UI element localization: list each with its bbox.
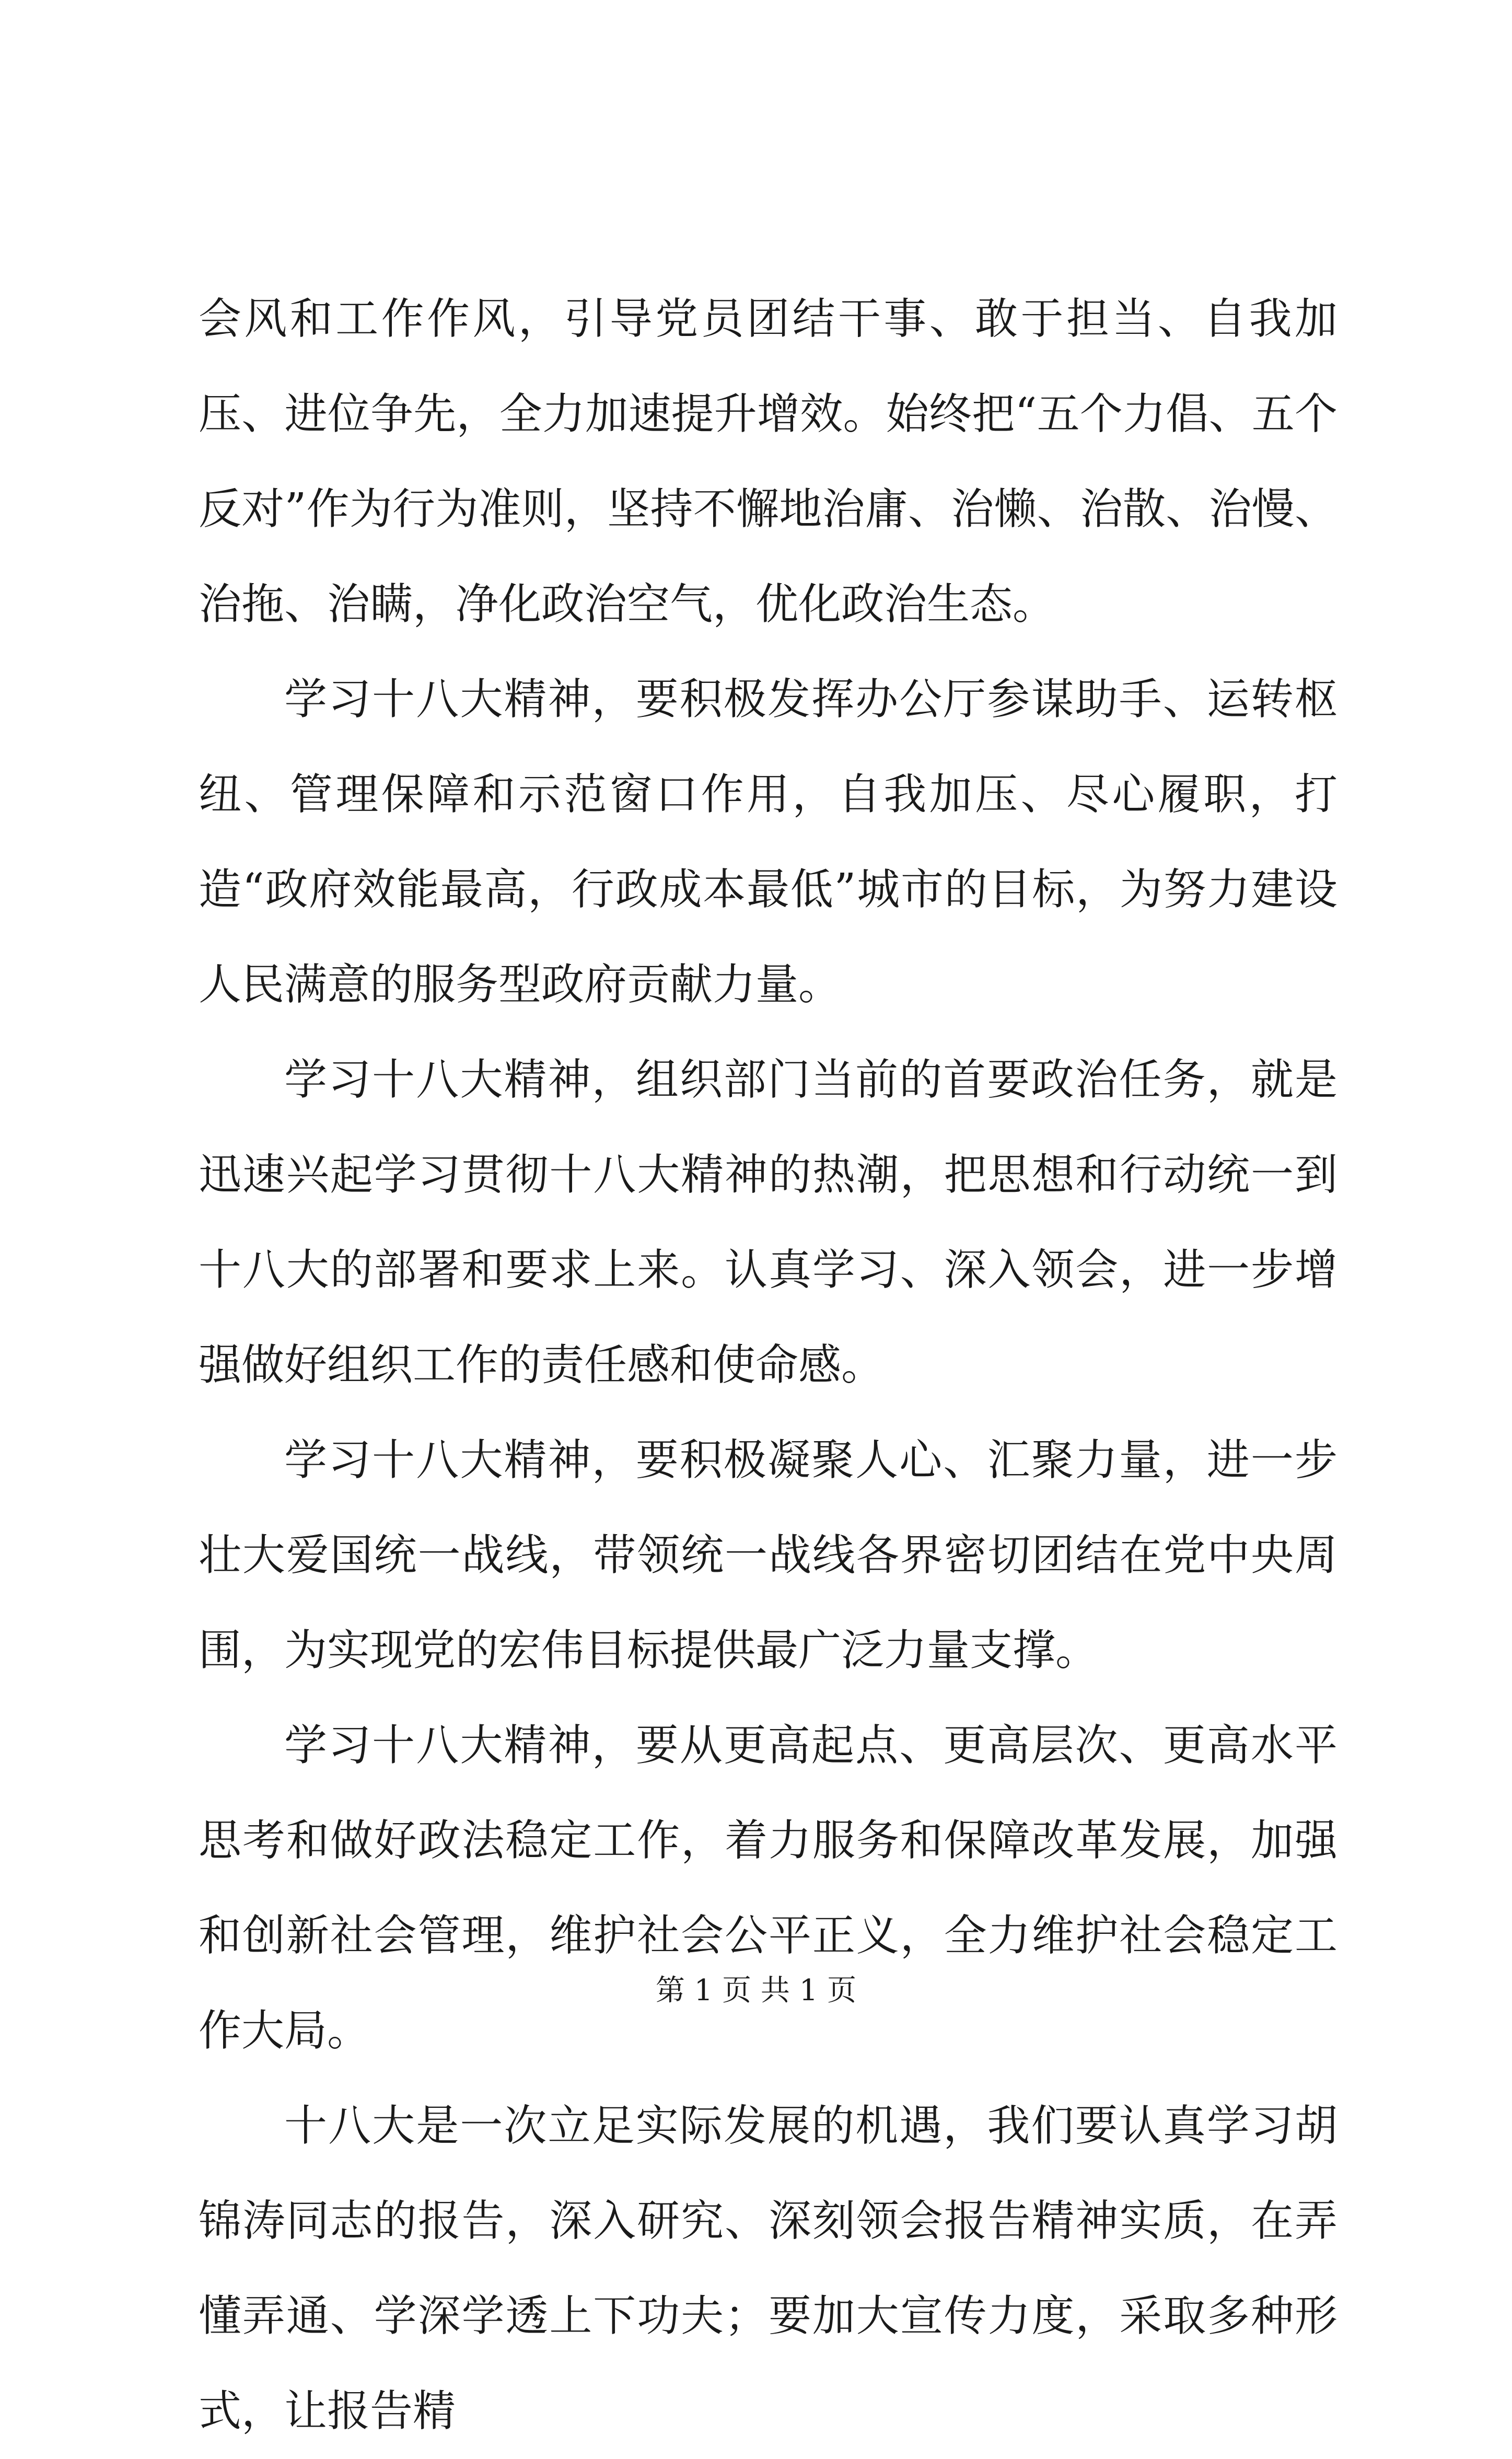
paragraph-4: 学习十八大精神，要积极凝聚人心、汇聚力量，进一步壮大爱国统一战线，带领统一战线各界密切团结在党中央周围，为实现党的宏伟目标提供最广泛力量支撑。 [199,1435,1337,1675]
paragraph-1: 会风和工作作风，引导党员团结干事、敢于担当、自我加压、进位争先，全力加速提升增效。始终把“五个力倡、五个反对”作为行为准则，坚持不懈地治庸、治懒、治散、治慢、治拖、治瞒，净化政治空气，优化政治生态。 [199,294,1337,629]
document-body [199,272,1337,2459]
paragraph-5: 学习十八大精神，要从更高起点、更高层次、更高水平思考和做好政法稳定工作，着力服务和保障改革发展，加强和创新社会管理，维护社会公平正义，全力维护社会稳定工作大局。 [199,1721,1337,2056]
paragraph-2: 学习十八大精神，要积极发挥办公厅参谋助手、运转枢纽、管理保障和示范窗口作用，自我加压、尽心履职，打造“政府效能最高，行政成本最低”城市的目标，为努力建设人民满意的服务型政府贡献力量。 [199,675,1337,1010]
paragraph-6: 十八大是一次立足实际发展的机遇，我们要认真学习胡锦涛同志的报告，深入研究、深刻领会报告精神实质，在弄懂弄通、学深学透上下功夫；要加大宣传力度，采取多种形式，让报告精 [199,2101,1337,2436]
page-number-footer: 第 1 页 共 1 页 [655,1974,857,2008]
paragraph-3: 学习十八大精神，组织部门当前的首要政治任务，就是迅速兴起学习贯彻十八大精神的热潮，把思想和行动统一到十八大的部署和要求上来。认真学习、深入领会，进一步增强做好组织工作的责任感和使命感。 [199,1055,1337,1390]
